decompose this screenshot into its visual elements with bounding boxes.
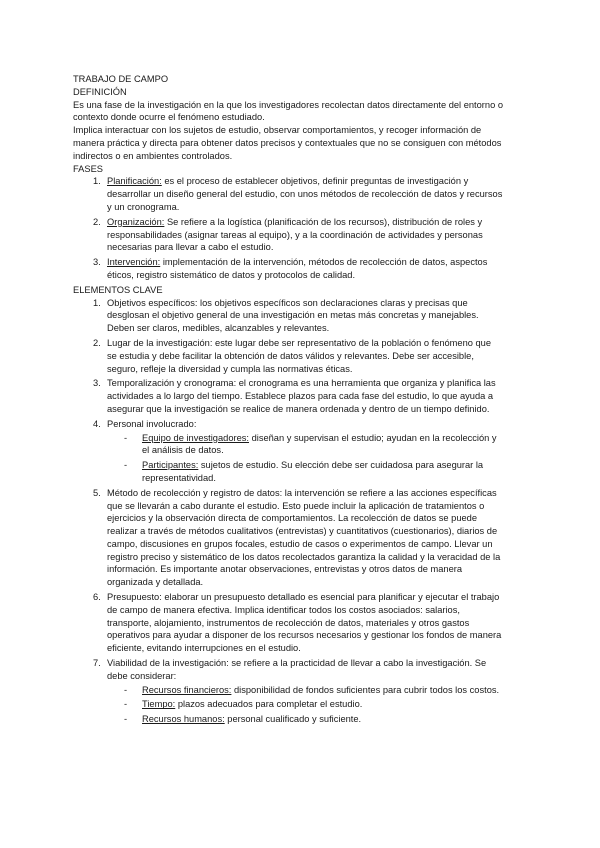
dash-bullet: - [124, 714, 128, 725]
list-number: 3. [93, 257, 101, 268]
fases-heading: FASES [73, 163, 103, 174]
list-item [73, 487, 503, 589]
sub-list-item [107, 698, 503, 711]
list-number: 3. [93, 378, 101, 389]
item-text: plazos adecuados para completar el estudio. [175, 699, 363, 710]
item-text: disponibilidad de fondos suficientes para cubrir todos los costos. [231, 684, 500, 695]
item-text: Lugar de la investigación: este lugar debe ser representativo de la población o fenómeno que se estudia y debe facilitar la obtención de datos válidos y relevantes. Debe ser accesible, seguro, refleje la diversidad y cumpla las normativas éticas. [107, 337, 492, 374]
item-text: Método de recolección y registro de datos: la intervención se refiere a las acciones específicas que se llevarán a cabo durante el estudio. Esto puede incluir la aplicación de tratamientos o ejercicios y la observación directa de comportamientos. La recolección de datos se puede realizar a través de métodos cualitativos (entrevistas) y cuantitativos (cuestionarios), diarios de campo, discusiones en grupos focales, estudio de casos o experimentos de campo. Llevar un registro preciso y sistemático de los datos recolectados garantiza la calidad y la veracidad de la información. Es importante anotar observaciones, entrevistas y otros datos de manera organizada y detallada. [107, 487, 501, 588]
term-label: Participantes: [142, 460, 199, 471]
list-item [73, 418, 503, 485]
list-item [73, 216, 503, 254]
list-item [73, 175, 503, 213]
sub-list-item [107, 684, 503, 697]
item-text: Se refiere a la logística (planificación de los recursos), distribución de roles y responsabilidades (asignar tareas al equipo), y a la coordinación de actividades y personas necesarias para llevar a cabo el estudio. [107, 216, 483, 253]
list-item [73, 337, 503, 375]
list-item [73, 591, 503, 655]
list-number: 5. [93, 487, 101, 498]
elementos-heading: ELEMENTOS CLAVE [73, 284, 163, 295]
item-text: Presupuesto: elaborar un presupuesto detallado es esencial para planificar y ejecutar el trabajo de campo de manera efectiva. Implica identificar todos los costos asociados: salarios, transporte, alojamiento, instrumentos de recolección de datos, materiales y otros gastos operativos para ayudar a disponer de los recursos necesarios y gestionar los fondos de manera eficiente, evitando interrupciones en el estudio. [107, 592, 502, 654]
dash-bullet: - [124, 684, 128, 695]
definicion-paragraph-1: Es una fase de la investigación en la que los investigadores recolectan datos directamente del entorno o contexto donde ocurre el fenómeno estudiado. [73, 99, 503, 123]
sub-list-item [107, 432, 503, 458]
sub-list-item [107, 713, 503, 726]
sub-list [107, 684, 503, 726]
list-number: 1. [93, 176, 101, 187]
sub-list [107, 432, 503, 485]
term-label: Recursos financieros: [142, 684, 232, 695]
list-number: 2. [93, 337, 101, 348]
fases-list [73, 175, 503, 281]
document-body [73, 73, 503, 728]
list-item [73, 256, 503, 282]
item-text: Temporalización y cronograma: el cronograma es una herramienta que organiza y planifica las actividades a lo largo del tiempo. Establece plazos para cada fase del estudio, lo que ayuda a asegurar que la investigación se realice de manera ordenada y dentro de un tiempo definido. [107, 378, 496, 414]
item-text: es el proceso de establecer objetivos, definir preguntas de investigación y desarrollar un diseño general del estudio, con unos métodos de recolección de datos y recursos y un cronograma. [107, 176, 503, 212]
item-text: personal cualificado y suficiente. [224, 714, 362, 725]
term-label: Recursos humanos: [142, 714, 225, 725]
list-number: 1. [93, 297, 101, 308]
term-label: Intervención: [107, 257, 161, 268]
dash-bullet: - [124, 432, 128, 443]
list-number: 6. [93, 592, 101, 603]
item-text: sujetos de estudio. Su elección debe ser cuidadosa para asegurar la representatividad. [142, 460, 484, 483]
list-number: 2. [93, 216, 101, 227]
item-text: Objetivos específicos: los objetivos específicos son declaraciones claras y precisas que desglosan el objetivo general de una investigación en metas más concretas y manejables. Deben ser claros, medibles, alcanzables y relevantes. [107, 297, 479, 334]
dash-bullet: - [124, 699, 128, 710]
definicion-heading: DEFINICIÓN [73, 86, 127, 97]
document-title: TRABAJO DE CAMPO [73, 74, 169, 84]
term-label: Tiempo: [142, 699, 176, 710]
sub-list-item [107, 459, 503, 485]
term-label: Organización: [107, 216, 165, 227]
list-item [73, 297, 503, 335]
definicion-paragraph-2: Implica interactuar con los sujetos de estudio, observar comportamientos, y recoger información de manera práctica y directa para obtener datos precisos y contextuales que no se consiguen con métodos indirectos o en ambientes controlados. [73, 125, 502, 161]
list-item [73, 657, 503, 726]
dash-bullet: - [124, 460, 128, 471]
item-text: Personal involucrado: [107, 418, 197, 429]
term-label: Equipo de investigadores: [142, 432, 249, 443]
list-item [73, 377, 503, 415]
term-label: Planificación: [107, 176, 162, 187]
item-text: diseñan y supervisan el estudio; ayudan en la recolección y el análisis de datos. [142, 432, 497, 456]
list-number: 7. [93, 658, 101, 669]
list-number: 4. [93, 418, 101, 429]
item-text: Viabilidad de la investigación: se refiere a la practicidad de llevar a cabo la investigación. Se debe considerar: [107, 658, 487, 681]
item-text: implementación de la intervención, métodos de recolección de datos, aspectos éticos, registro sistemático de datos y protocolos de calidad. [107, 257, 488, 280]
elementos-list [73, 297, 503, 727]
